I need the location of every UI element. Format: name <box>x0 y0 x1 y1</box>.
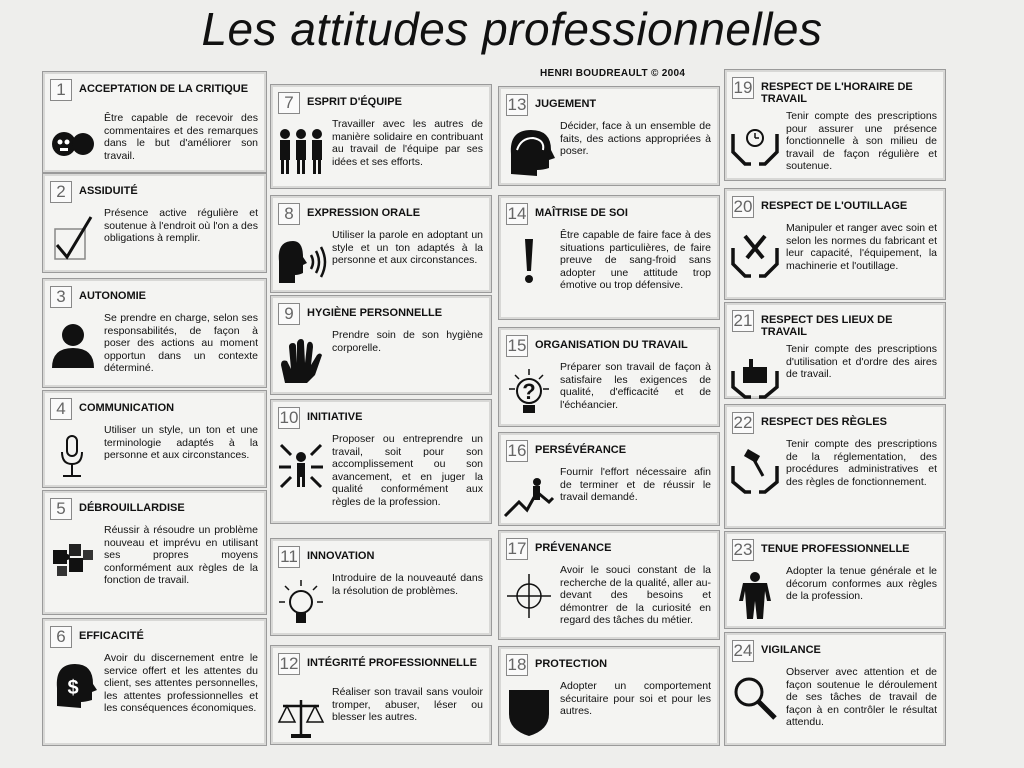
card-title: INITIATIVE <box>307 411 363 423</box>
card-title: EFFICACITÉ <box>79 630 144 642</box>
checkmark-icon <box>47 213 99 265</box>
card-number: 20 <box>733 197 753 216</box>
card-description: Avoir le souci constant de la recherche de la qualité, aller au-devant des besoins et démontrer de la curiosité en regard des tâches du métier. <box>560 564 711 626</box>
card-description: Se prendre en charge, selon ses responsabilités, de façon à poser des actions au moment opportun dans un contexte déterminé. <box>104 312 258 374</box>
card-number: 23 <box>733 540 753 559</box>
card-number: 6 <box>50 626 72 648</box>
card-description: Manipuler et ranger avec soin et selon les normes du fabricant et leur capacité, l'équipement, la machinerie et l'outillage. <box>786 222 937 272</box>
card-number: 10 <box>279 408 299 427</box>
card-description: Tenir compte des prescriptions de la réglementation, des procédures administratives et des règles de fonctionnement. <box>786 438 937 488</box>
microphone-icon <box>47 430 99 482</box>
card-number: 11 <box>278 546 300 568</box>
card-number: 24 <box>733 641 753 660</box>
attitude-card <box>498 432 720 526</box>
hand-icon <box>275 335 327 387</box>
card-number: 18 <box>507 655 527 674</box>
climber-icon <box>503 472 555 524</box>
attitude-card <box>42 490 267 615</box>
attitude-card <box>42 173 267 273</box>
card-number: 13 <box>507 95 527 114</box>
card-title: HYGIÈNE PERSONNELLE <box>307 307 443 319</box>
card-description: Utiliser un style, un ton et une terminologie adaptés à la personne et aux circonstances. <box>104 424 258 461</box>
card-number: 5 <box>50 498 72 520</box>
card-title: INNOVATION <box>307 550 375 562</box>
attitude-card <box>270 295 492 395</box>
card-description: Tenir compte des prescriptions pour assurer une présence fonctionnelle à son milieu de travail de façon régulière et soutenue. <box>786 110 937 172</box>
card-number: 14 <box>507 204 527 223</box>
crosshair-icon <box>503 570 555 622</box>
card-title: ACCEPTATION DE LA CRITIQUE <box>79 83 249 95</box>
speaking-head-icon <box>275 235 327 287</box>
question-head-icon <box>503 367 555 419</box>
attitude-card <box>270 195 492 293</box>
card-title: INTÉGRITÉ PROFESSIONNELLE <box>307 657 477 669</box>
puzzle-icon <box>47 530 99 582</box>
card-title: TENUE PROFESSIONNELLE <box>761 543 910 555</box>
card-number: 17 <box>507 539 527 558</box>
card-description: Réaliser son travail sans vouloir tromper, abuser, léser ou blesser les autres. <box>332 686 483 723</box>
card-title: ESPRIT D'ÉQUIPE <box>307 96 402 108</box>
attitude-card <box>724 632 946 746</box>
card-description: Prendre soin de son hygiène corporelle. <box>332 329 483 354</box>
card-description: Travailler avec les autres de manière solidaire en contribuant au travail de l'équipe par ses idées et ses efforts. <box>332 118 483 168</box>
author-credit: HENRI BOUDREAULT © 2004 <box>540 68 686 79</box>
svg-text:$: $ <box>67 677 79 699</box>
card-description: Avoir du discernement entre le service offert et les attentes du client, ses attentes personnelles, les attentes professionnelles et les conséquences économiques. <box>104 652 258 714</box>
attitude-card <box>498 86 720 186</box>
head-profile-icon <box>503 126 555 178</box>
attitude-card <box>270 399 492 524</box>
card-title: RESPECT DE L'HORAIRE DE TRAVAIL <box>761 81 913 105</box>
card-number: 3 <box>50 286 72 308</box>
card-title: RESPECT DES RÈGLES <box>761 416 887 428</box>
card-title: PERSÉVÉRANCE <box>535 444 627 456</box>
faces-talking-icon <box>47 118 99 170</box>
card-title: RESPECT DE L'OUTILLAGE <box>761 200 908 212</box>
attitude-card <box>270 84 492 189</box>
card-number: 15 <box>507 336 527 355</box>
magnifier-icon <box>729 672 781 724</box>
attitude-card <box>42 390 267 488</box>
card-title: VIGILANCE <box>761 644 821 656</box>
attitude-card <box>724 531 946 629</box>
attitude-card <box>498 646 720 746</box>
card-number: 8 <box>278 203 300 225</box>
card-description: Être capable de recevoir des commentaires et des remarques dans le but d'améliorer son travail. <box>104 112 258 162</box>
card-number: 4 <box>50 398 72 420</box>
shield-icon <box>503 686 555 738</box>
card-title: JUGEMENT <box>535 98 597 110</box>
attitude-card <box>42 618 267 746</box>
card-description: Fournir l'effort nécessaire afin de terminer et de réussir le travail demandé. <box>560 466 711 503</box>
card-title: DÉBROUILLARDISE <box>79 502 185 514</box>
hands-clock-icon <box>729 116 781 168</box>
attitude-card <box>724 404 946 529</box>
card-title: PROTECTION <box>535 658 608 670</box>
attitude-card <box>42 71 267 173</box>
card-description: Décider, face à un ensemble de faits, des actions appropriées à poser. <box>560 120 711 157</box>
attitude-card <box>724 69 946 181</box>
svg-text:?: ? <box>522 379 536 404</box>
card-description: Adopter la tenue générale et le décorum conformes aux règles de la profession. <box>786 565 937 602</box>
attitude-card <box>498 195 720 320</box>
person-icon <box>47 318 99 370</box>
attitude-card <box>498 327 720 427</box>
arrows-person-icon <box>275 439 327 491</box>
card-description: Introduire de la nouveauté dans la résolution de problèmes. <box>332 572 483 597</box>
card-title: ORGANISATION DU TRAVAIL <box>535 339 688 351</box>
attitude-card <box>498 530 720 640</box>
card-number: 19 <box>733 78 753 97</box>
card-title: COMMUNICATION <box>79 402 175 414</box>
card-number: 16 <box>507 441 527 460</box>
exclamation-icon <box>503 235 555 287</box>
attitude-card <box>724 188 946 300</box>
card-title: ASSIDUITÉ <box>79 185 138 197</box>
card-number: 21 <box>733 311 753 330</box>
scales-icon <box>275 692 327 744</box>
card-title: MAÎTRISE DE SOI <box>535 207 628 219</box>
attitude-card <box>270 645 492 745</box>
card-number: 1 <box>50 79 72 101</box>
coverall-icon <box>729 571 781 623</box>
card-number: 12 <box>279 654 299 673</box>
card-description: Être capable de faire face à des situations particulières, de faire preuve de sang-froid sans adopter une attitude trop émotive ou trop défensive. <box>560 229 711 291</box>
card-title: PRÉVENANCE <box>535 542 612 554</box>
attitude-card <box>724 302 946 399</box>
team-icon <box>275 124 327 176</box>
attitude-card <box>270 538 492 636</box>
attitude-card <box>42 278 267 388</box>
card-title: AUTONOMIE <box>79 290 147 302</box>
lightbulb-icon <box>275 578 327 630</box>
hands-tools-icon <box>729 228 781 280</box>
card-description: Utiliser la parole en adoptant un style et un ton adaptés à la personne et aux circonstances. <box>332 229 483 266</box>
card-title: RESPECT DES LIEUX DE TRAVAIL <box>761 314 893 338</box>
card-description: Adopter un comportement sécuritaire pour soi et pour les autres. <box>560 680 711 717</box>
dollar-head-icon <box>47 658 99 710</box>
hands-gavel-icon <box>729 444 781 496</box>
card-number: 7 <box>278 92 300 114</box>
card-title: EXPRESSION ORALE <box>307 207 421 219</box>
card-description: Tenir compte des prescriptions d'utilisation et d'ordre des aires de travail. <box>786 343 937 380</box>
card-number: 9 <box>278 303 300 325</box>
card-number: 2 <box>50 181 72 203</box>
card-description: Préparer son travail de façon à satisfaire les exigences de qualité, d'efficacité et de l'échéancier. <box>560 361 711 411</box>
hands-factory-icon <box>729 349 781 401</box>
card-description: Proposer ou entreprendre un travail, soit pour son accomplissement ou son avancement, et en juger la qualité conformément aux règles de la profession. <box>332 433 483 508</box>
card-description: Réussir à résoudre un problème nouveau et imprévu en utilisant ses propres moyens conformément aux règles de la fonction de travail. <box>104 524 258 586</box>
card-description: Observer avec attention et de façon soutenue le déroulement de ses tâches de travail de façon à en contrôler le résultat attendu. <box>786 666 937 728</box>
page-title: Les attitudes professionnelles <box>201 3 823 55</box>
card-description: Présence active régulière et soutenue à l'endroit où l'on a des obligations à remplir. <box>104 207 258 244</box>
card-number: 22 <box>733 413 753 432</box>
